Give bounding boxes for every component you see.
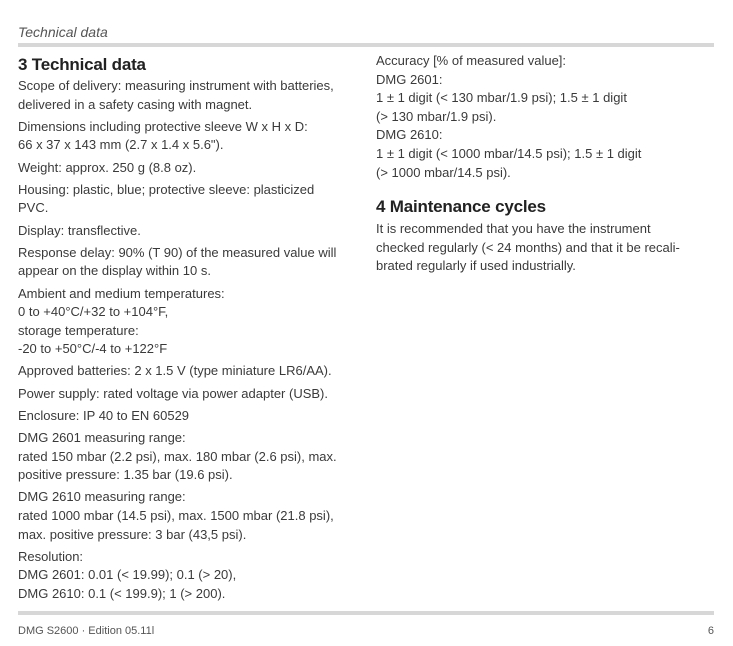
section-title-technical-data: 3 Technical data xyxy=(18,55,146,74)
left-column xyxy=(18,54,363,604)
scope-of-delivery-text: Scope of delivery: measuring instrument with batteries, delivered in a safety casing with magnet. xyxy=(18,78,334,112)
display-text: Display: transflective. xyxy=(18,222,141,238)
power-supply-text: Power supply: rated voltage via power adapter (USB). xyxy=(18,385,328,401)
temperatures-text: Ambient and medium temperatures: 0 to +40°C/+32 to +104°F, storage temperature: -20 to +50°C/-4 to +122°F xyxy=(18,285,225,357)
dmg2610-range-text: DMG 2610 measuring range: rated 1000 mbar (14.5 psi), max. 1500 mbar (21.8 psi), max. positive pressure: 3 bar (43,5 psi). xyxy=(18,489,334,542)
header-divider xyxy=(18,43,714,47)
maintenance-text: It is recommended that you have the instrument checked regularly (< 24 months) and that it be recali- brated regularly if used industrially. xyxy=(376,221,680,274)
accuracy-text: Accuracy [% of measured value]: DMG 2601: 1 ± 1 digit (< 130 mbar/1.9 psi); 1.5 ± 1 digit (> 130 mbar/1.9 psi). DMG 2610: 1 ± 1 digit (< 1000 mbar/14.5 psi); 1.5 ± 1 digit (> 1000 mbar/14.5 psi). xyxy=(376,53,642,180)
enclosure-text: Enclosure: IP 40 to EN 60529 xyxy=(18,407,190,423)
response-delay-text: Response delay: 90% (T 90) of the measured value will appear on the display within 10 s. xyxy=(18,244,337,279)
weight-text: Weight: approx. 250 g (8.8 oz). xyxy=(18,159,197,175)
batteries-text: Approved batteries: 2 x 1.5 V (type miniature LR6/AA). xyxy=(18,363,332,379)
footer-edition: DMG S2600 · Edition 05.11l xyxy=(18,625,155,637)
running-head: Technical data xyxy=(18,24,108,40)
resolution-text: Resolution: DMG 2601: 0.01 (< 19.99); 0.1 (> 20), DMG 2610: 0.1 (< 199.9); 1 (> 200). xyxy=(18,548,237,601)
housing-text: Housing: plastic, blue; protective sleeve: plasticized PVC. xyxy=(18,181,315,216)
footer-divider xyxy=(18,611,714,615)
section-title-maintenance-cycles: 4 Maintenance cycles xyxy=(376,197,546,217)
right-column xyxy=(376,52,716,280)
dmg2601-range-text: DMG 2601 measuring range: rated 150 mbar (2.2 psi), max. 180 mbar (2.6 psi), max. positive pressure: 1.35 bar (19.6 psi). xyxy=(18,430,337,483)
page-number: 6 xyxy=(707,625,714,637)
dimensions-text: Dimensions including protective sleeve W x H x D: 66 x 37 x 143 mm (2.7 x 1.4 x 5.6"). xyxy=(18,118,308,153)
